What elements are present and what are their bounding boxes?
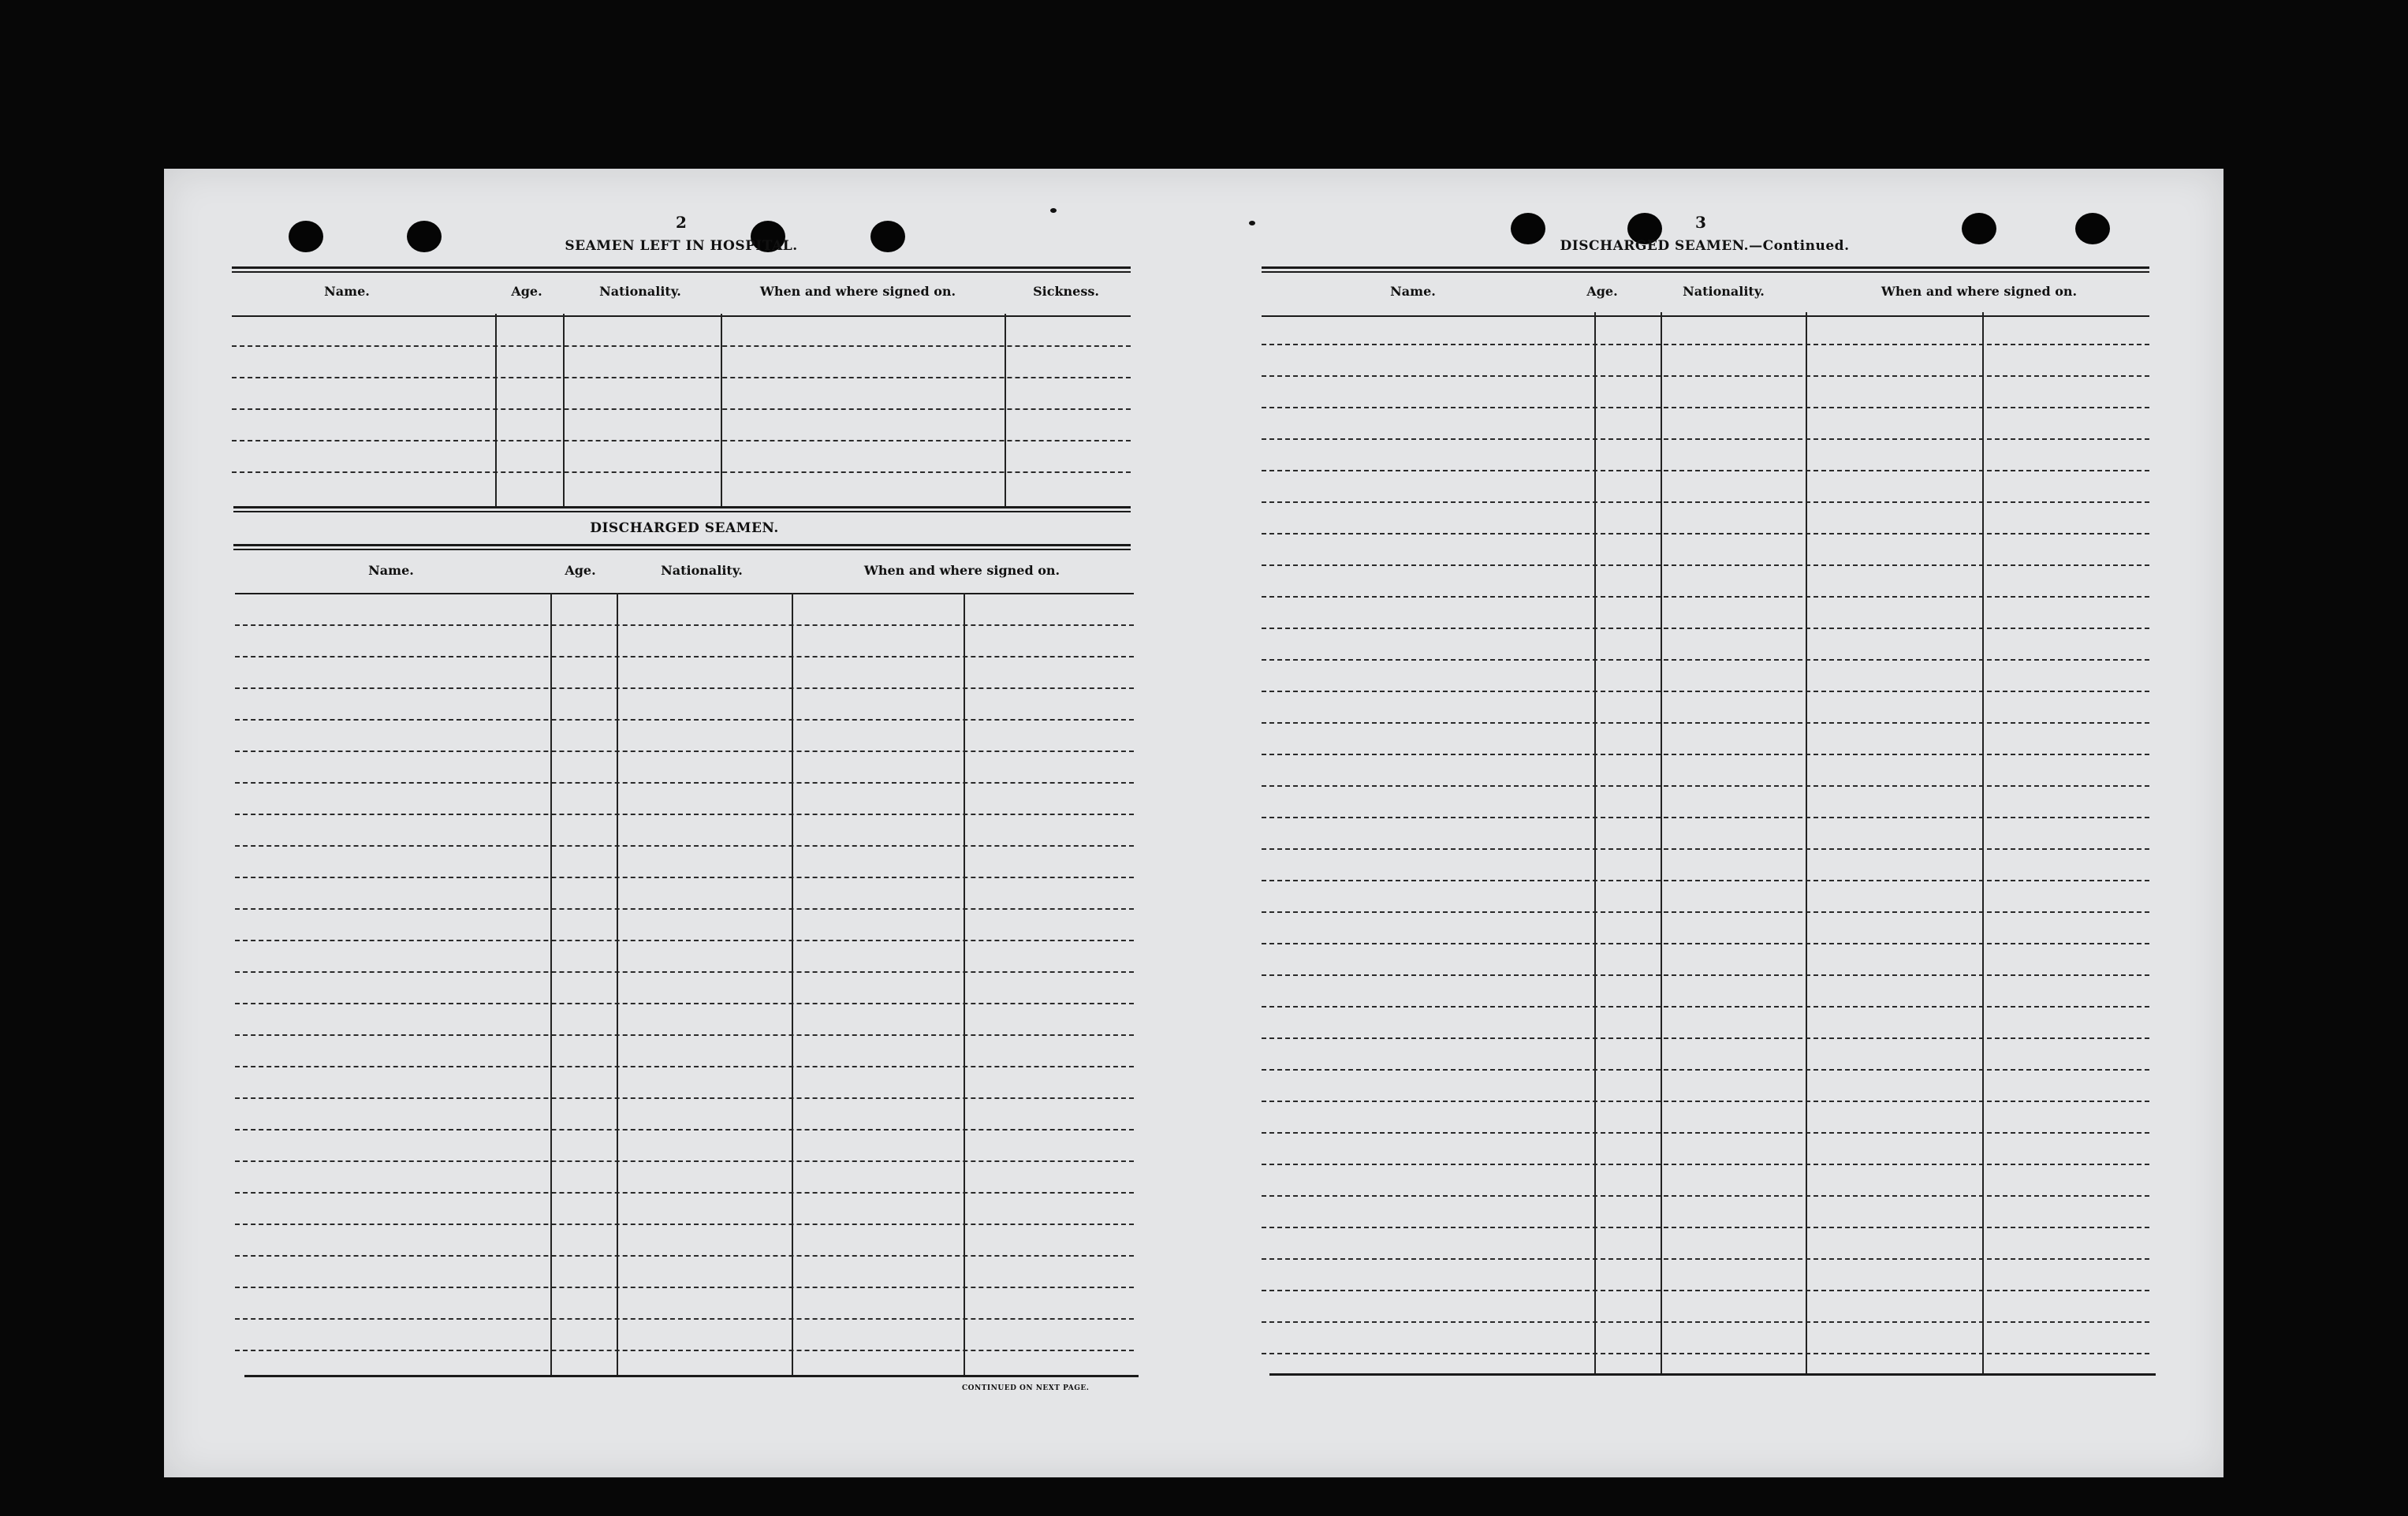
column-divider — [1594, 312, 1596, 1373]
ruled-line — [1262, 596, 2149, 598]
ruled-line — [1262, 1101, 2149, 1102]
col-header-nationality: Nationality. — [599, 284, 681, 299]
ruled-line — [1262, 943, 2149, 944]
ruled-line — [235, 1224, 1134, 1225]
ruled-line — [235, 1129, 1134, 1130]
ruled-line — [235, 782, 1134, 784]
ruled-line — [235, 1034, 1134, 1036]
page-number: 2 — [676, 213, 687, 232]
ruled-line — [1262, 691, 2149, 692]
left-page — [164, 169, 1194, 1477]
ruled-line — [1262, 1037, 2149, 1039]
column-divider — [617, 593, 618, 1375]
ruled-line — [1262, 785, 2149, 787]
col-header-signed-on: When and where signed on. — [863, 563, 1060, 578]
col-header-signed-on: When and where signed on. — [759, 284, 956, 299]
ruled-line — [1262, 564, 2149, 566]
document-sheet — [164, 169, 2223, 1477]
ruled-line — [235, 971, 1134, 973]
ruled-line — [1262, 628, 2149, 629]
right-page — [1194, 169, 2223, 1477]
ruled-line — [235, 1003, 1134, 1004]
column-divider — [721, 314, 722, 506]
ruled-line — [1262, 722, 2149, 724]
column-divider — [792, 593, 793, 1375]
ruled-line — [232, 440, 1131, 441]
col-header-name: Name. — [1390, 284, 1436, 299]
column-divider — [563, 314, 565, 506]
ruled-line — [1262, 344, 2149, 345]
ruled-line — [1262, 407, 2149, 408]
col-header-age: Age. — [511, 284, 542, 299]
ruled-line — [1262, 1006, 2149, 1008]
column-divider — [1806, 312, 1807, 1373]
col-header-nationality: Nationality. — [661, 563, 743, 578]
ruled-line — [235, 1287, 1134, 1288]
ruled-line — [1262, 754, 2149, 755]
ruled-line — [1262, 817, 2149, 818]
ruled-line — [1262, 974, 2149, 976]
ruled-line — [1262, 1321, 2149, 1323]
hospital-section-title: SEAMEN LEFT IN HOSPITAL. — [565, 238, 798, 254]
continued-note: CONTINUED ON NEXT PAGE. — [962, 1384, 1090, 1392]
col-header-nationality: Nationality. — [1683, 284, 1765, 299]
ruled-line — [1262, 1353, 2149, 1354]
ruled-line — [1262, 659, 2149, 661]
ruled-line — [1262, 501, 2149, 503]
ruled-line — [1262, 848, 2149, 850]
ruled-line — [235, 1318, 1134, 1320]
column-divider — [964, 593, 965, 1375]
col-header-age: Age. — [1586, 284, 1618, 299]
col-header-name: Name. — [324, 284, 370, 299]
ruled-line — [235, 940, 1134, 941]
ruled-line — [235, 1350, 1134, 1351]
col-header-name: Name. — [368, 563, 414, 578]
ruled-line — [1262, 1227, 2149, 1228]
ruled-line — [1262, 438, 2149, 440]
ruled-line — [235, 877, 1134, 878]
col-header-age: Age. — [565, 563, 596, 578]
ruled-line — [232, 377, 1131, 378]
discharged-section-title: DISCHARGED SEAMEN. — [590, 520, 779, 536]
ruled-line — [235, 624, 1134, 626]
ruled-line — [1262, 1258, 2149, 1260]
ruled-line — [232, 345, 1131, 347]
column-divider — [550, 593, 552, 1375]
page-number: 3 — [1695, 213, 1706, 232]
ruled-line — [235, 1255, 1134, 1257]
ruled-line — [235, 1160, 1134, 1162]
ruled-line — [1262, 880, 2149, 881]
ruled-line — [235, 1066, 1134, 1067]
ruled-line — [1262, 1132, 2149, 1134]
ruled-line — [235, 656, 1134, 657]
ruled-line — [1262, 1290, 2149, 1291]
ruled-line — [235, 687, 1134, 689]
col-header-sickness: Sickness. — [1033, 284, 1099, 299]
col-header-signed-on: When and where signed on. — [1881, 284, 2078, 299]
ruled-line — [235, 908, 1134, 910]
ruled-line — [1262, 470, 2149, 471]
ruled-line — [235, 845, 1134, 847]
ruled-line — [1262, 533, 2149, 535]
ruled-line — [1262, 911, 2149, 913]
column-divider — [1005, 314, 1006, 506]
ruled-line — [1262, 1164, 2149, 1165]
ruled-line — [235, 719, 1134, 721]
ruled-line — [232, 471, 1131, 473]
ruled-line — [235, 814, 1134, 815]
ruled-line — [232, 408, 1131, 410]
ruled-line — [1262, 1195, 2149, 1197]
column-divider — [495, 314, 497, 506]
column-divider — [1982, 312, 1984, 1373]
ruled-line — [1262, 1069, 2149, 1071]
ruled-line — [1262, 375, 2149, 377]
ruled-line — [235, 751, 1134, 752]
column-divider — [1661, 312, 1662, 1373]
ruled-line — [235, 1097, 1134, 1099]
ruled-line — [235, 1192, 1134, 1194]
discharged-continued-title: DISCHARGED SEAMEN.—Continued. — [1560, 238, 1850, 254]
